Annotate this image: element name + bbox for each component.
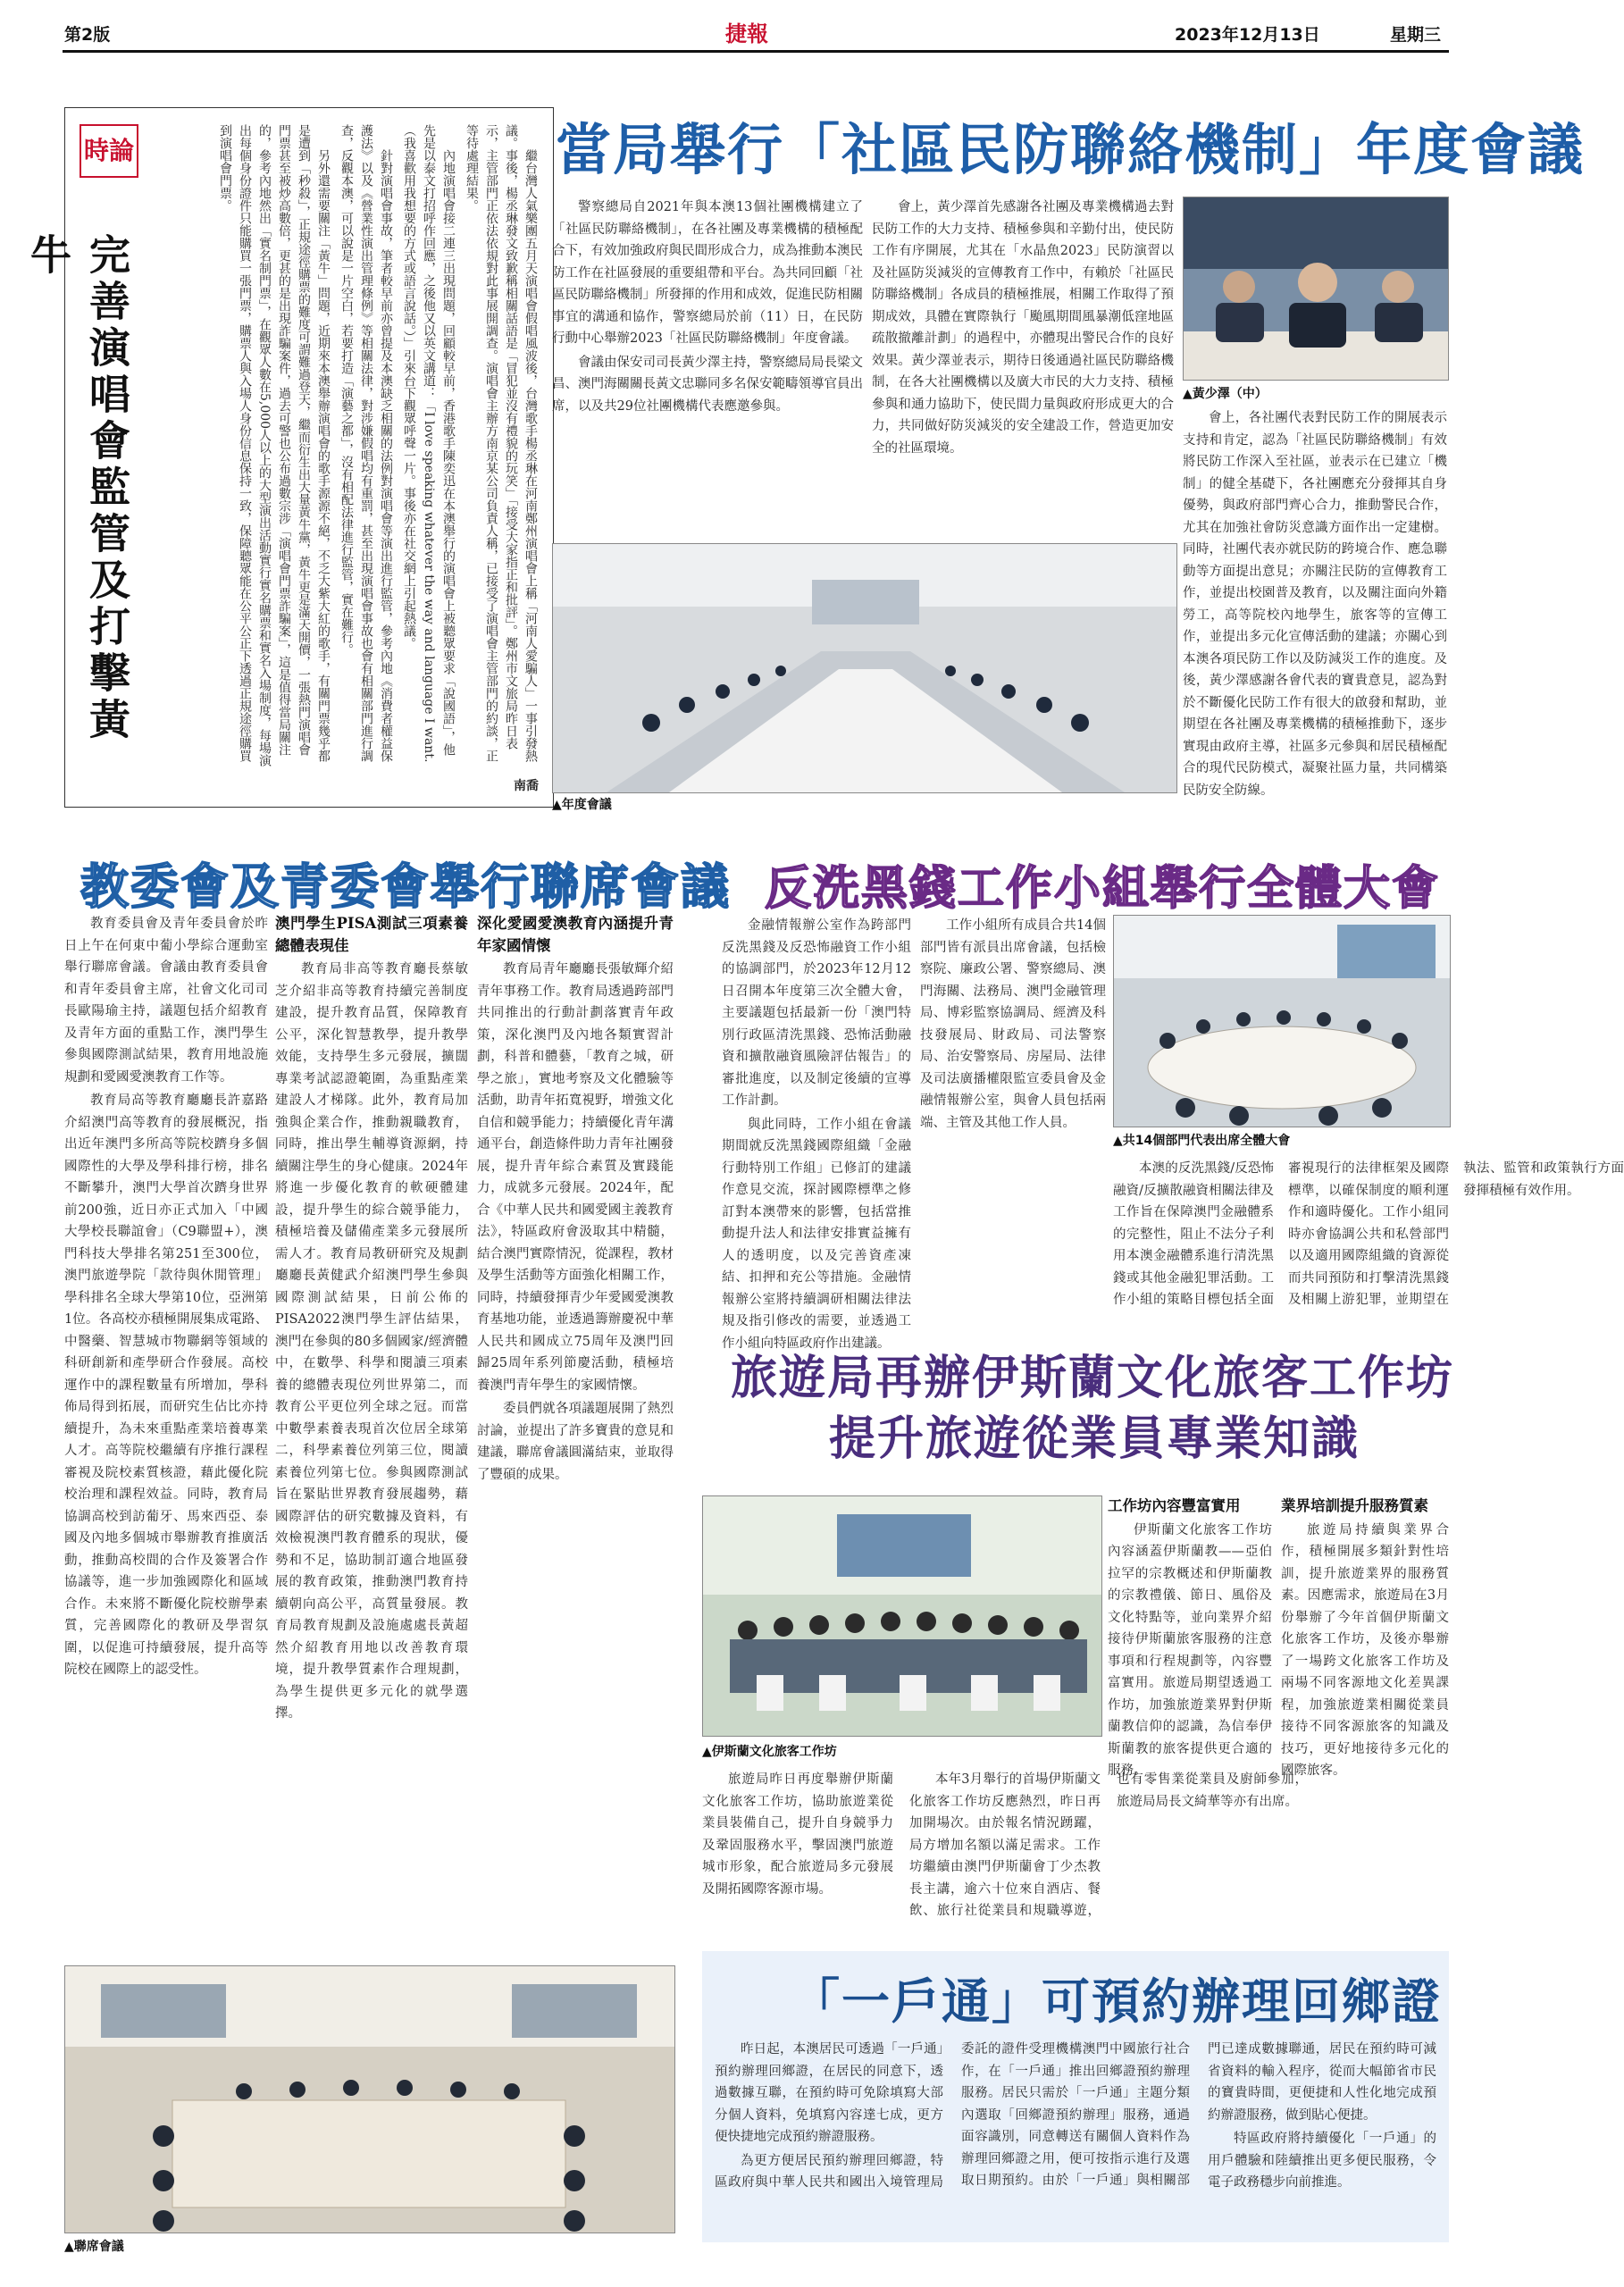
editorial-title: 完善演唱會監管及打擊黃牛: [24, 233, 131, 744]
education-subhead: 深化愛國愛澳教育內涵提升青年家國情懷: [477, 915, 674, 954]
permit-paragraph: 為更方便居民預約辦理回鄉證，特區政府與中華人民共和國出入境管理局委託的證件受理機構澳門中國旅行社合作，在「一戶通」推出回鄉證預約辦理服務。居民只需於「一戶通」主題分類內選取「回鄉證預約辦理」服務，通過面容識別，同意轉送有關個人資料作為辦理回鄉證之用，便可按指示進行及選取日期預約。由於「一戶通」與相關部門已達成數據聯通，居民在預約時可減省資料的輸入程序，從而大幅節省市民的寶貴時間，更便捷和人性化地完成預約辦證服務，做到貼心便捷。: [715, 2042, 1436, 2190]
tourism-headline-line1: 旅遊局再辦伊斯蘭文化旅客工作坊: [731, 1351, 1455, 1405]
photo-annual-meeting: [552, 543, 1177, 793]
education-body-col2: [275, 913, 468, 1940]
civil-defence-headline: 當局舉行「社區民防聯絡機制」年度會議: [556, 117, 1586, 182]
education-paragraph: 教育局高等教育廳廳長許嘉路介紹澳門高等教育的發展概況，指出近年澳門多所高等院校躋身多個國際性的大學及學科排行榜，排名不斷攀升，澳門大學首次躋身世界前200強，近日亦正式加入「中國大學校長聯誼會」（C9聯盟+），澳門科技大學排名第251至300位，澳門旅遊學院「款待與休閒管理」學科排名全球大學第10位，亞洲第1位。各高校亦積極開展集成電路、中醫藥、智慧城市物聯網等領域的科研創新和產學研合作發展。高校運作中的課程數量有所增加，學科佈局得到拓展，而研究生佔比亦持續提升，為未來重點產業培養專業人才。高等院校繼續有序推行課程審視及院校素質核證，藉此優化院校治理和課程效益。同時，教育局協調高校到訪葡牙、馬來西亞、泰國及內地多個城市舉辦教育推廣活動，推動高校間的合作及簽署合作協議等，進一步加強國際化和區域合作。未來將不斷優化院校辦學素質，完善國際化的教研及學習氛圍，以促進可持續發展，提升高等院校在國際上的認受性。: [64, 1093, 268, 1677]
tourism-body-col-right2: [1281, 1495, 1449, 1926]
education-headline: 教委會及青委會舉行聯席會議: [80, 858, 731, 915]
editorial-paragraph: 內地演唱會接二連三出現問題，回顧較早前，香港歌手陳奕迅在本澳舉行的演唱會上被聽眾要求「說國語」，他先是以泰文打招呼作回應，之後他又以英文講道：「I love speaking whatever the way and language I want.（我喜歡用我想要的方式或語言說話。）」引來台下觀眾呼聲一片。事後亦在社交網上引起熱議。: [402, 124, 456, 763]
education-paragraph: 教育委員會及青年委員會於昨日上午在何東中葡小學綜合運動室舉行聯席會議。會議由教育委員會和青年委員會主席，社會文化司司長歐陽瑜主持，議題包括介紹教育及青年方面的重點工作，澳門學生參與國際測試結果，教育用地設施規劃和愛國愛澳教育工作等。: [64, 917, 268, 1085]
civil-paragraph: 會上，各社團代表對民防工作的開展表示支持和肯定，認為「社區民防聯絡機制」有效將民防工作深入至社區，並表示在已建立「機制」的健全基礎下，各社團應充分發揮其自身優勢，與政府部門齊心合力，推動警民合作，尤其在加強社會防災意識方面作出一定建樹。同時，社團代表亦就民防的跨境合作、應急聯動等方面提出意見；亦關注民防的宣傳教育工作，並提出校園普及教育，以及關注面向外籍勞工，高等院校內地學生，旅客等的宣傳工作，並提出多元化宣傳活動的建議；亦關心到本澳各項民防工作以及防減災工作的進度。及後，黃少澤感謝各會代表的寶貴意見，認為對於不斷優化民防工作有很大的啟發和幫助，並期望在各社團及專業機構的積極推動下，逐步實現由政府主導，社區多元參與和居民積極配合的現代民防模式，凝聚社區力量，共同構築民防安全防線。: [1183, 411, 1447, 798]
photo-caption: ▲黃少澤（中）: [1183, 387, 1268, 401]
education-paragraph: 教育局青年廳廳長張敏輝介紹青年事務工作。教育局透過跨部門共同推出的行動計劃落實青年政策，深化澳門及內地各類實習計劃，科普和體藝，「教育之城，研學之旅」，實地考察及文化體驗等活動，助青年拓寬視野，增強文化自信和競爭能力；持續優化青年溝通平台，創造條件助力青年社團發展，提升青年綜合素質及實踐能力，成就多元發展。2024年，配合《中華人民共和國愛國主義教育法》，特區政府會汲取其中精髓，結合澳門實際情況，從課程，教材及學生活動等方面強化相關工作，同時，持續發揮青少年愛國愛澳教育基地功能，並透過籌辦慶祝中華人民共和國成立75周年及澳門回歸25周年系列節慶活動，積極培養澳門青年學生的家國情懷。: [477, 962, 674, 1393]
joint-meeting-image: [65, 1966, 674, 2233]
tourism-subhead: 業界培訓提升服務質素: [1281, 1497, 1428, 1514]
conference-room-image: [553, 544, 1176, 792]
editorial-paragraph: 針對演唱會事故，筆者較早前亦曾提及本澳缺乏相關的法例對演唱會等演出進行監管，參考內地《消費者權益保護法》以及《營業性演出管理條例》等相關法律，對涉嫌假唱均有重罰，甚至出現演唱會事故也會有相關部門進行調查，反觀本澳，可以說是一片空白，若要打造「演藝之都」，沒有相配法律進行監管，實在難行。: [339, 124, 393, 762]
civil-paragraph: 警察總局自2021年與本澳13個社團機構建立了「社區民防聯絡機制」，在各社團及專業機構的積極配合下，有效加強政府與民間形成合力，成為推動本澳民防工作在社區發展的重要組帶和平台。為共同回顧「社區民防聯絡機制」所發揮的作用和成效，促進民防相關事宜的溝通和協作，警察總局於前（11）日，在民防行動中心舉辦2023「社區民防聯絡機制」年度會議。: [552, 200, 863, 346]
tourism-subhead: 工作坊內容豐富實用: [1108, 1497, 1241, 1514]
photo-joint-meeting: [64, 1965, 675, 2233]
aml-paragraph: 金融情報辦公室作為跨部門反洗黑錢及反恐怖融資工作小組的協調部門，於2023年12月12日召開本年度第三次全體大會，主要議題包括最新一份「澳門特別行政區清洗黑錢、恐怖活動融資和擴散融資風險評估報告」的審批進度，以及制定後續的宣導工作計劃。: [722, 918, 911, 1108]
education-body-col1: [64, 913, 268, 1940]
photo-caption: ▲聯席會議: [64, 2240, 124, 2254]
aml-body-col1: [722, 915, 911, 1351]
civil-defence-body-col2: [872, 197, 1174, 525]
civil-paragraph: 會議由保安司司長黃少澤主持，警察總局局長梁文昌、澳門海關關長黃文忠聯同多名保安範疇領導官員出席，以及共29位社團機構代表應邀參與。: [552, 355, 863, 414]
tourism-paragraph: 本年3月舉行的首場伊斯蘭文化旅客工作坊反應熱烈，昨日再加開場次。由於報名情況踴躍，局方增加名額以滿足需求。工作坊繼續由澳門伊斯蘭會丁少杰教長主講，逾六十位來自酒店、餐飲、旅行社從業員和規職導遊，也有零售業從業員及廚師參加，旅遊局局長文綺華等亦有出席。: [909, 1772, 1308, 1918]
permit-paragraph: 昨日起，本澳居民可透過「一戶通」預約辦理回鄉證，在居民的同意下，透過數據互聯，在預約時可免除填寫大部分個人資料，免填寫內容達七成，更方便快捷地完成預約辦證服務。: [715, 2042, 943, 2144]
aml-meeting-image: [1114, 916, 1450, 1127]
editorial-box: [24, 107, 554, 808]
tourism-paragraph: 旅遊局昨日再度舉辦伊斯蘭文化旅客工作坊，協助旅遊業從業員裝備自己，提升自身競爭力及鞏固服務水平，擊固澳門旅遊城市形象，配合旅遊局多元發展及開拓國際客源市場。: [702, 1772, 893, 1897]
education-body-col3: [477, 913, 674, 1940]
page-number: 第2版: [64, 25, 111, 45]
aml-headline: 反洗黑錢工作小組舉行全體大會: [765, 861, 1441, 916]
aml-paragraph: 工作小組所有成員合共14個部門皆有派員出席會議，包括檢察院、廉政公署、警察總局、澳門海關、法務局、澳門金融管理局、博彩監察協調局、經濟及科技發展局、財政局、司法警察局、治安警察局、房屋局、法律及司法廣播權限監宣委員會及金融情報辦公室，與會人員包括兩端、主管及其他工作人員。: [920, 918, 1106, 1130]
aml-paragraph: 本澳的反洗黑錢/反恐怖融資/反擴散融資相關法律及工作旨在保障澳門金融體系的完整性，阻止不法分子利用本澳金融體系進行清洗黑錢或其他金融犯罪活動。工作小組的策略目標包括全面審視現行的法律框架及國際標準，以確保制度的順利運作和適時優化。工作小組同時亦會協調公共和私營部門以及適用國際組織的資源從而共同預防和打擊清洗黑錢及相關上游犯罪，並期望在執法、監管和政策執行方面發揮積極有效作用。: [1113, 1161, 1624, 1307]
photo-caption: ▲共14個部門代表出席全體大會: [1113, 1134, 1291, 1148]
permit-headline: 「一戶通」可預約辦理回鄉證: [791, 1973, 1442, 2030]
photo-aml-meeting: [1113, 915, 1451, 1127]
tourism-body-col-right1: [1108, 1495, 1272, 1926]
aml-body-col2: [920, 915, 1106, 1299]
civil-defence-body-col1: [552, 197, 863, 525]
aml-body-col3: [1113, 1158, 1624, 1319]
education-subhead: 澳門學生PISA測試三項素養總體表現佳: [275, 915, 468, 954]
workshop-group-image: [703, 1496, 1101, 1736]
permit-paragraph: 特區政府將持續優化「一戶通」的用戶體驗和陸續推出更多便民服務，令電子政務穩步向前推進。: [1208, 2132, 1436, 2190]
tourism-paragraph: 旅遊局持續與業界合作，積極開展多類針對性培訓，提升旅遊業界的服務質素。因應需求，旅遊局在3月份舉辦了今年首個伊斯蘭文化旅客工作坊，及後亦舉辦了一場跨文化旅客工作坊及兩場不同客源地文化差異課程，加強旅遊業相關從業員接待不同客源旅客的知識及技巧，更好地接待多元化的國際旅客。: [1281, 1522, 1449, 1778]
editorial-paragraph: 另外還需要關注「黃牛」問題，近期來本澳舉辦演唱會的歌手源源不絕，不乏大紫大紅的歌手，有關門票幾乎都是遭到「秒殺」，正規途徑購票的難度可謂難過登天，繼而衍生出大量黃牛黨，黃牛更是滿天開價，一張熱門演唱會門票甚至被炒高數倍，更甚的是出現詐騙案件，過去可警也公布過數宗涉「演唱會門票詐騙案」，這是值得當局關注的，參考內地然出「實名制門票」，在觀眾人數在5,000人以上的大型演出活動實行實名購票和實名入場制度，每場演出每個身份證件只能購買一張門票，購票人與入場人身份信息保持一致，保障聽眾能在公平公正下透過正規途徑購買到演唱會門票。: [218, 124, 331, 767]
masthead: 捷報: [725, 21, 768, 46]
tourism-headline-line2: 提升旅遊從業員專業知識: [829, 1412, 1360, 1466]
header-rule: [63, 50, 1449, 53]
civil-paragraph: 會上，黃少澤首先感謝各社團及專業機構過去對民防工作的大力支持、積極參與和辛勤付出，使民防工作有序開展，尤其在「水晶魚2023」民防演習以及社區防災減災的宣傳教育工作中，有賴於「社區民防聯絡機制」各成員的積極推展，相關工作取得了預期成效，具體在實際執行「颱風期間風暴潮低窪地區疏散撤離計劃」的過程中，亦體現出警民合作的良好效果。黃少澤並表示，期待日後通過社區民防聯絡機制，在各大社團機構以及廣大市民的大力支持、積極參與和通力協助下，使民間力量與政府形成更大的合力，共同做好防災減災的安全建設工作，營造更加安全的社區環境。: [872, 200, 1174, 456]
education-paragraph: 教育局非高等教育廳長蔡敏芝介紹非高等教育持續完善制度建設，提升教育品質，保障教育公平，深化智慧教學，提升教學效能，支持學生多元發展，擴闊專業考試認證範圍，為重點產業建設人才梯隊。此外，教育局加強與企業合作，推動親職教育，同時，推出學生輔導資源網，持續關注學生的身心健康。2024年將進一步優化教育的軟硬體建設，提升學生的綜合競爭能力，積極培養及儲備產業多元發展所需人才。教育局教研研究及規劃廳廳長黃健武介紹澳門學生參與國際測試結果，日前公佈的PISA2022澳門學生評估結果，澳門在參與的80多個國家/經濟體中，在數學、科學和閱讀三項素養的總體表現位列世界第二，而教育公平更位列全球之冠。而當中數學素養表現首次位居全球第二，科學素養位列第三位，閱讀素養位列第七位。參與國際測試旨在緊貼世界教育發展趨勢，藉國際評估的研究數據及資料，有效檢視澳門教育體系的現狀，優勢和不足，協助制訂適合地區發展的教育政策，推動澳門教育持續朝向高公平，高質量發展。教育局教育規劃及設施處處長黃超然介紹教育用地以改善教育環境，提升教學質素作合理規劃，為學生提供更多元化的就學選擇。: [275, 962, 468, 1721]
meeting-closeup-image: [1184, 197, 1448, 380]
editorial-badge-label: 時論: [83, 136, 134, 165]
permit-panel: [702, 1951, 1449, 2242]
weekday: 星期三: [1390, 25, 1442, 45]
photo-wong-sio-chak: [1183, 197, 1449, 381]
civil-defence-body-col3: [1183, 407, 1447, 811]
editorial-body: [151, 124, 540, 767]
photo-islamic-workshop: [702, 1495, 1102, 1737]
editorial-paragraph: 繼台灣人氣樂團五月天演唱會假唱風波後，台灣歌手楊丞琳在河南鄭州演唱會上稱「河南人愛騙人」一事引發熱議。事後，楊丞琳發文致歉稱相關話語是「冒犯並沒有禮貌的玩笑」「接受大家指正和批評」。鄭州市文旅局昨日表示，主管部門正依法依規對此事展開調查。演唱會主辦方南京某公司負責人稱，已接受了演唱會主管部門的約談，正等待處理結果。: [465, 124, 538, 762]
editorial-badge: [80, 124, 138, 178]
photo-caption: ▲伊斯蘭文化旅客工作坊: [702, 1745, 837, 1759]
aml-paragraph: 與此同時，工作小組在會議期間就反洗黑錢國際組織「金融行動特別工作組」已修訂的建議作意見交流，探討國際標準之修訂對本澳帶來的影響，包括當推動提升法人和法律安排實益擁有人的透明度，以及完善資產凍結、扣押和充公等措施。金融情報辦公室將持續調研相關法律法規及指引修改的需要，並透過工作小組向特區政府作出建議。: [722, 1117, 911, 1351]
editorial-author: 南喬: [514, 779, 539, 793]
permit-body: [715, 2039, 1436, 2233]
photo-caption: ▲年度會議: [552, 798, 612, 812]
education-paragraph: 委員們就各項議題展開了熱烈討論，並提出了許多寶貴的意見和建議，聯席會議圓滿結束，並取得了豐碩的成果。: [477, 1402, 674, 1482]
tourism-body-lower: [702, 1769, 1308, 1926]
issue-date: 2023年12月13日: [1175, 25, 1320, 45]
tourism-paragraph: 伊斯蘭文化旅客工作坊內容涵蓋伊斯蘭教——亞伯拉罕的宗教概述和伊斯蘭教的宗教禮儀、節日、風俗及文化特點等，並向業界介紹接待伊斯蘭旅客服務的注意事項和行程規劃等，內容豐富實用。旅遊局期望透過工作坊，加強旅遊業界對伊斯蘭教信仰的認識，為信奉伊斯蘭教的旅客提供更合適的服務。: [1108, 1522, 1272, 1778]
